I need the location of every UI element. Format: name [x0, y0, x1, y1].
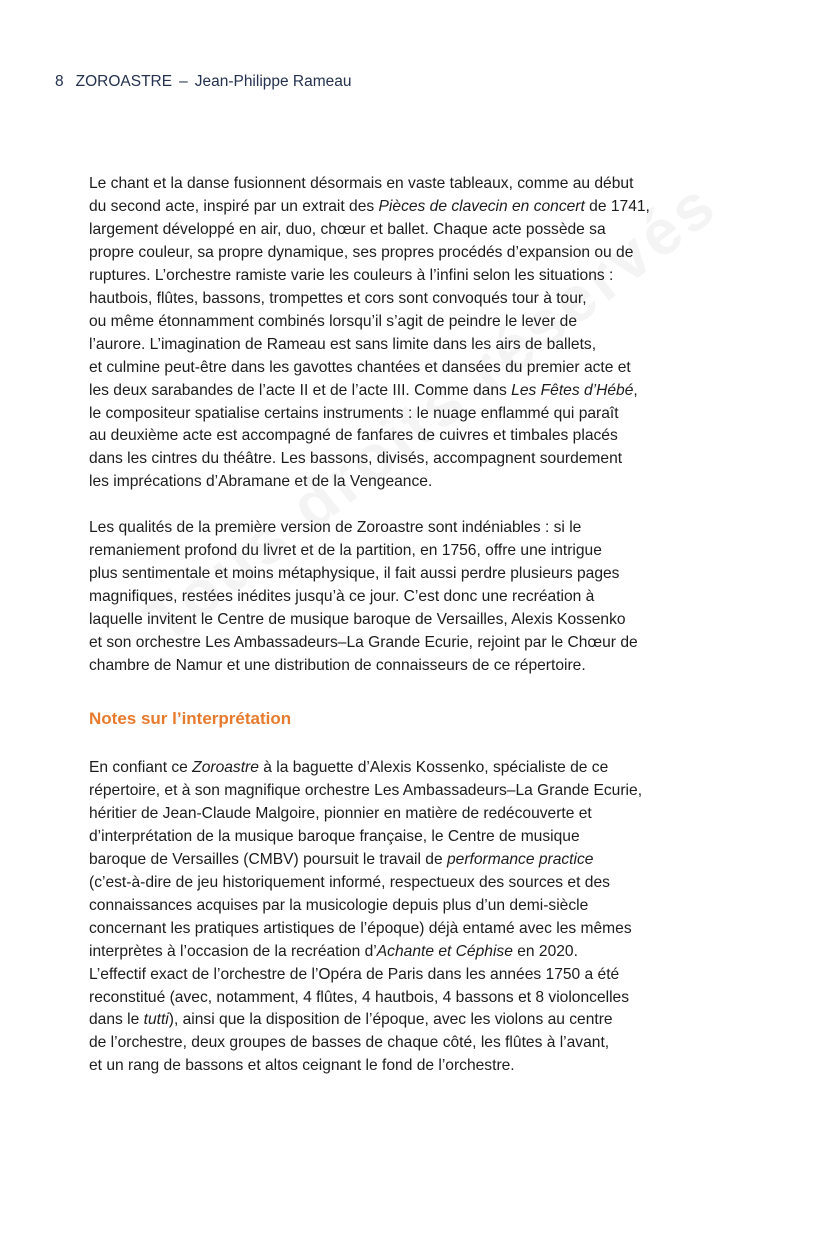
text-run: à la baguette d’Alexis Kossenko, spécialiste de ce [258, 759, 609, 776]
text-run: largement développé en air, duo, chœur et ballet. Chaque acte possède sa [89, 220, 606, 238]
text-line [89, 380, 749, 403]
text-run: dans le [89, 1011, 144, 1029]
text-run: de l’orchestre, deux groupes de basses de chaque côté, les flûtes à l’avant, [89, 1034, 610, 1052]
text-run: connaissances acquises par la musicologie depuis plus d’un demi-siècle [89, 896, 589, 914]
header-separator: – [179, 73, 188, 90]
text-line [89, 918, 749, 941]
text-line [89, 1055, 749, 1078]
text-run: de 1741, [584, 197, 650, 215]
text-run: ou même étonnamment combinés lorsqu’il s’agit de peindre le lever de [89, 312, 577, 330]
text-run: L’effectif exact de l’orchestre de l’Opéra de Paris dans les années 1750 a été [89, 965, 620, 983]
text-run: ), ainsi que la disposition de l’époque, avec les violons au centre [168, 1011, 613, 1029]
text-run: dans les cintres du théâtre. Les bassons, divisés, accompagnent sourdement [89, 450, 623, 468]
text-line [89, 471, 749, 494]
italic-title: performance practice [446, 850, 594, 868]
text-run: répertoire, et à son magnifique orchestre Les Ambassadeurs–La Grande Ecurie, [89, 781, 643, 799]
text-line [89, 609, 749, 632]
text-line [89, 1032, 749, 1055]
text-run: propre couleur, sa propre dynamique, ses propres procédés d’expansion ou de [89, 243, 634, 261]
page-number: 8 [55, 73, 64, 90]
paragraph-2 [89, 517, 749, 678]
italic-title: Zoroastre [192, 759, 259, 776]
text-run: en 2020. [512, 942, 578, 960]
text-run: et son orchestre Les Ambassadeurs–La Grande Ecurie, rejoint par le Chœur de [89, 633, 638, 651]
text-run: chambre de Namur et une distribution de connaisseurs de ce répertoire. [89, 656, 586, 674]
text-line [89, 196, 749, 219]
text-run: du second acte, inspiré par un extrait des [89, 197, 379, 215]
text-line [89, 872, 749, 895]
text-run: les imprécations d’Abramane et de la Vengeance. [89, 473, 433, 491]
text-run: les deux sarabandes de l’acte II et de l’acte III. Comme dans [89, 381, 512, 399]
text-line [89, 655, 749, 678]
text-run: Le chant et la danse fusionnent désormais en vaste tableaux, comme au début [89, 175, 634, 192]
text-line [89, 242, 749, 265]
text-run: Les qualités de la première version de Zoroastre sont indéniables : si le [89, 519, 582, 536]
text-run: , [633, 381, 638, 399]
italic-title: Les Fêtes d’Hébé [511, 381, 634, 399]
text-line [89, 849, 749, 872]
text-line [89, 288, 749, 311]
text-line [89, 895, 749, 918]
text-run: au deuxième acte est accompagné de fanfares de cuivres et timbales placés [89, 427, 618, 445]
text-line [89, 632, 749, 655]
section-heading: Notes sur l’interprétation [89, 709, 292, 728]
text-run: interprètes à l’occasion de la recréation d’ [89, 942, 377, 960]
text-run: laquelle invitent le Centre de musique baroque de Versailles, Alexis Kossenko [89, 610, 626, 628]
text-run: l’aurore. L’imagination de Rameau est sans limite dans les airs de ballets, [89, 335, 597, 353]
text-run: reconstitué (avec, notamment, 4 flûtes, 4 hautbois, 4 bassons et 8 violoncelles [89, 988, 630, 1006]
text-run: plus sentimentale et moins métaphysique, il fait aussi perdre plusieurs pages [89, 564, 620, 582]
text-run: remaniement profond du livret et de la partition, en 1756, offre une intrigue [89, 541, 602, 559]
paragraph-1 [89, 173, 749, 494]
text-run: et un rang de bassons et altos ceignant le fond de l’orchestre. [89, 1057, 515, 1075]
text-line [89, 780, 749, 803]
text-line [89, 987, 749, 1010]
text-run: ruptures. L’orchestre ramiste varie les couleurs à l’infini selon les situations : [89, 266, 614, 284]
text-run: magnifiques, restées inédites jusqu’à ce jour. C’est donc une recréation à [89, 587, 595, 605]
text-line [89, 563, 749, 586]
text-run: En confiant ce [89, 759, 193, 776]
text-line [89, 1009, 749, 1032]
text-line [89, 173, 749, 196]
text-run: d’interprétation de la musique baroque française, le Centre de musique [89, 827, 580, 845]
text-line [89, 826, 749, 849]
text-line [89, 803, 749, 826]
text-run: le compositeur spatialise certains instruments : le nuage enflammé qui paraît [89, 404, 619, 422]
text-line [89, 586, 749, 609]
text-run: héritier de Jean-Claude Malgoire, pionnier en matière de redécouverte et [89, 804, 592, 822]
text-run: (c’est-à-dire de jeu historiquement informé, respectueux des sources et des [89, 873, 610, 891]
text-line [89, 517, 749, 540]
text-line [89, 265, 749, 288]
text-run: baroque de Versailles (CMBV) poursuit le travail de [89, 850, 447, 868]
text-line [89, 448, 749, 471]
italic-title: tutti [143, 1011, 169, 1029]
work-title: ZOROASTRE [75, 73, 173, 90]
italic-title: Pièces de clavecin en concert [378, 197, 585, 215]
text-line [89, 941, 749, 964]
text-line [89, 964, 749, 987]
composer-name: Jean-Philippe Rameau [194, 73, 352, 90]
paragraph-3 [89, 757, 749, 1078]
text-line [89, 403, 749, 426]
text-line [89, 219, 749, 242]
running-header [55, 73, 352, 91]
text-line [89, 334, 749, 357]
text-run: et culmine peut-être dans les gavottes chantées et dansées du premier acte et [89, 358, 631, 376]
italic-title: Achante et Céphise [376, 942, 513, 960]
text-line [89, 311, 749, 334]
text-line [89, 425, 749, 448]
text-line [89, 357, 749, 380]
text-line [89, 757, 749, 780]
text-line [89, 540, 749, 563]
text-run: concernant les pratiques artistiques de l’époque) déjà entamé avec les mêmes [89, 919, 632, 937]
text-run: hautbois, flûtes, bassons, trompettes et cors sont convoqués tour à tour, [89, 289, 587, 307]
